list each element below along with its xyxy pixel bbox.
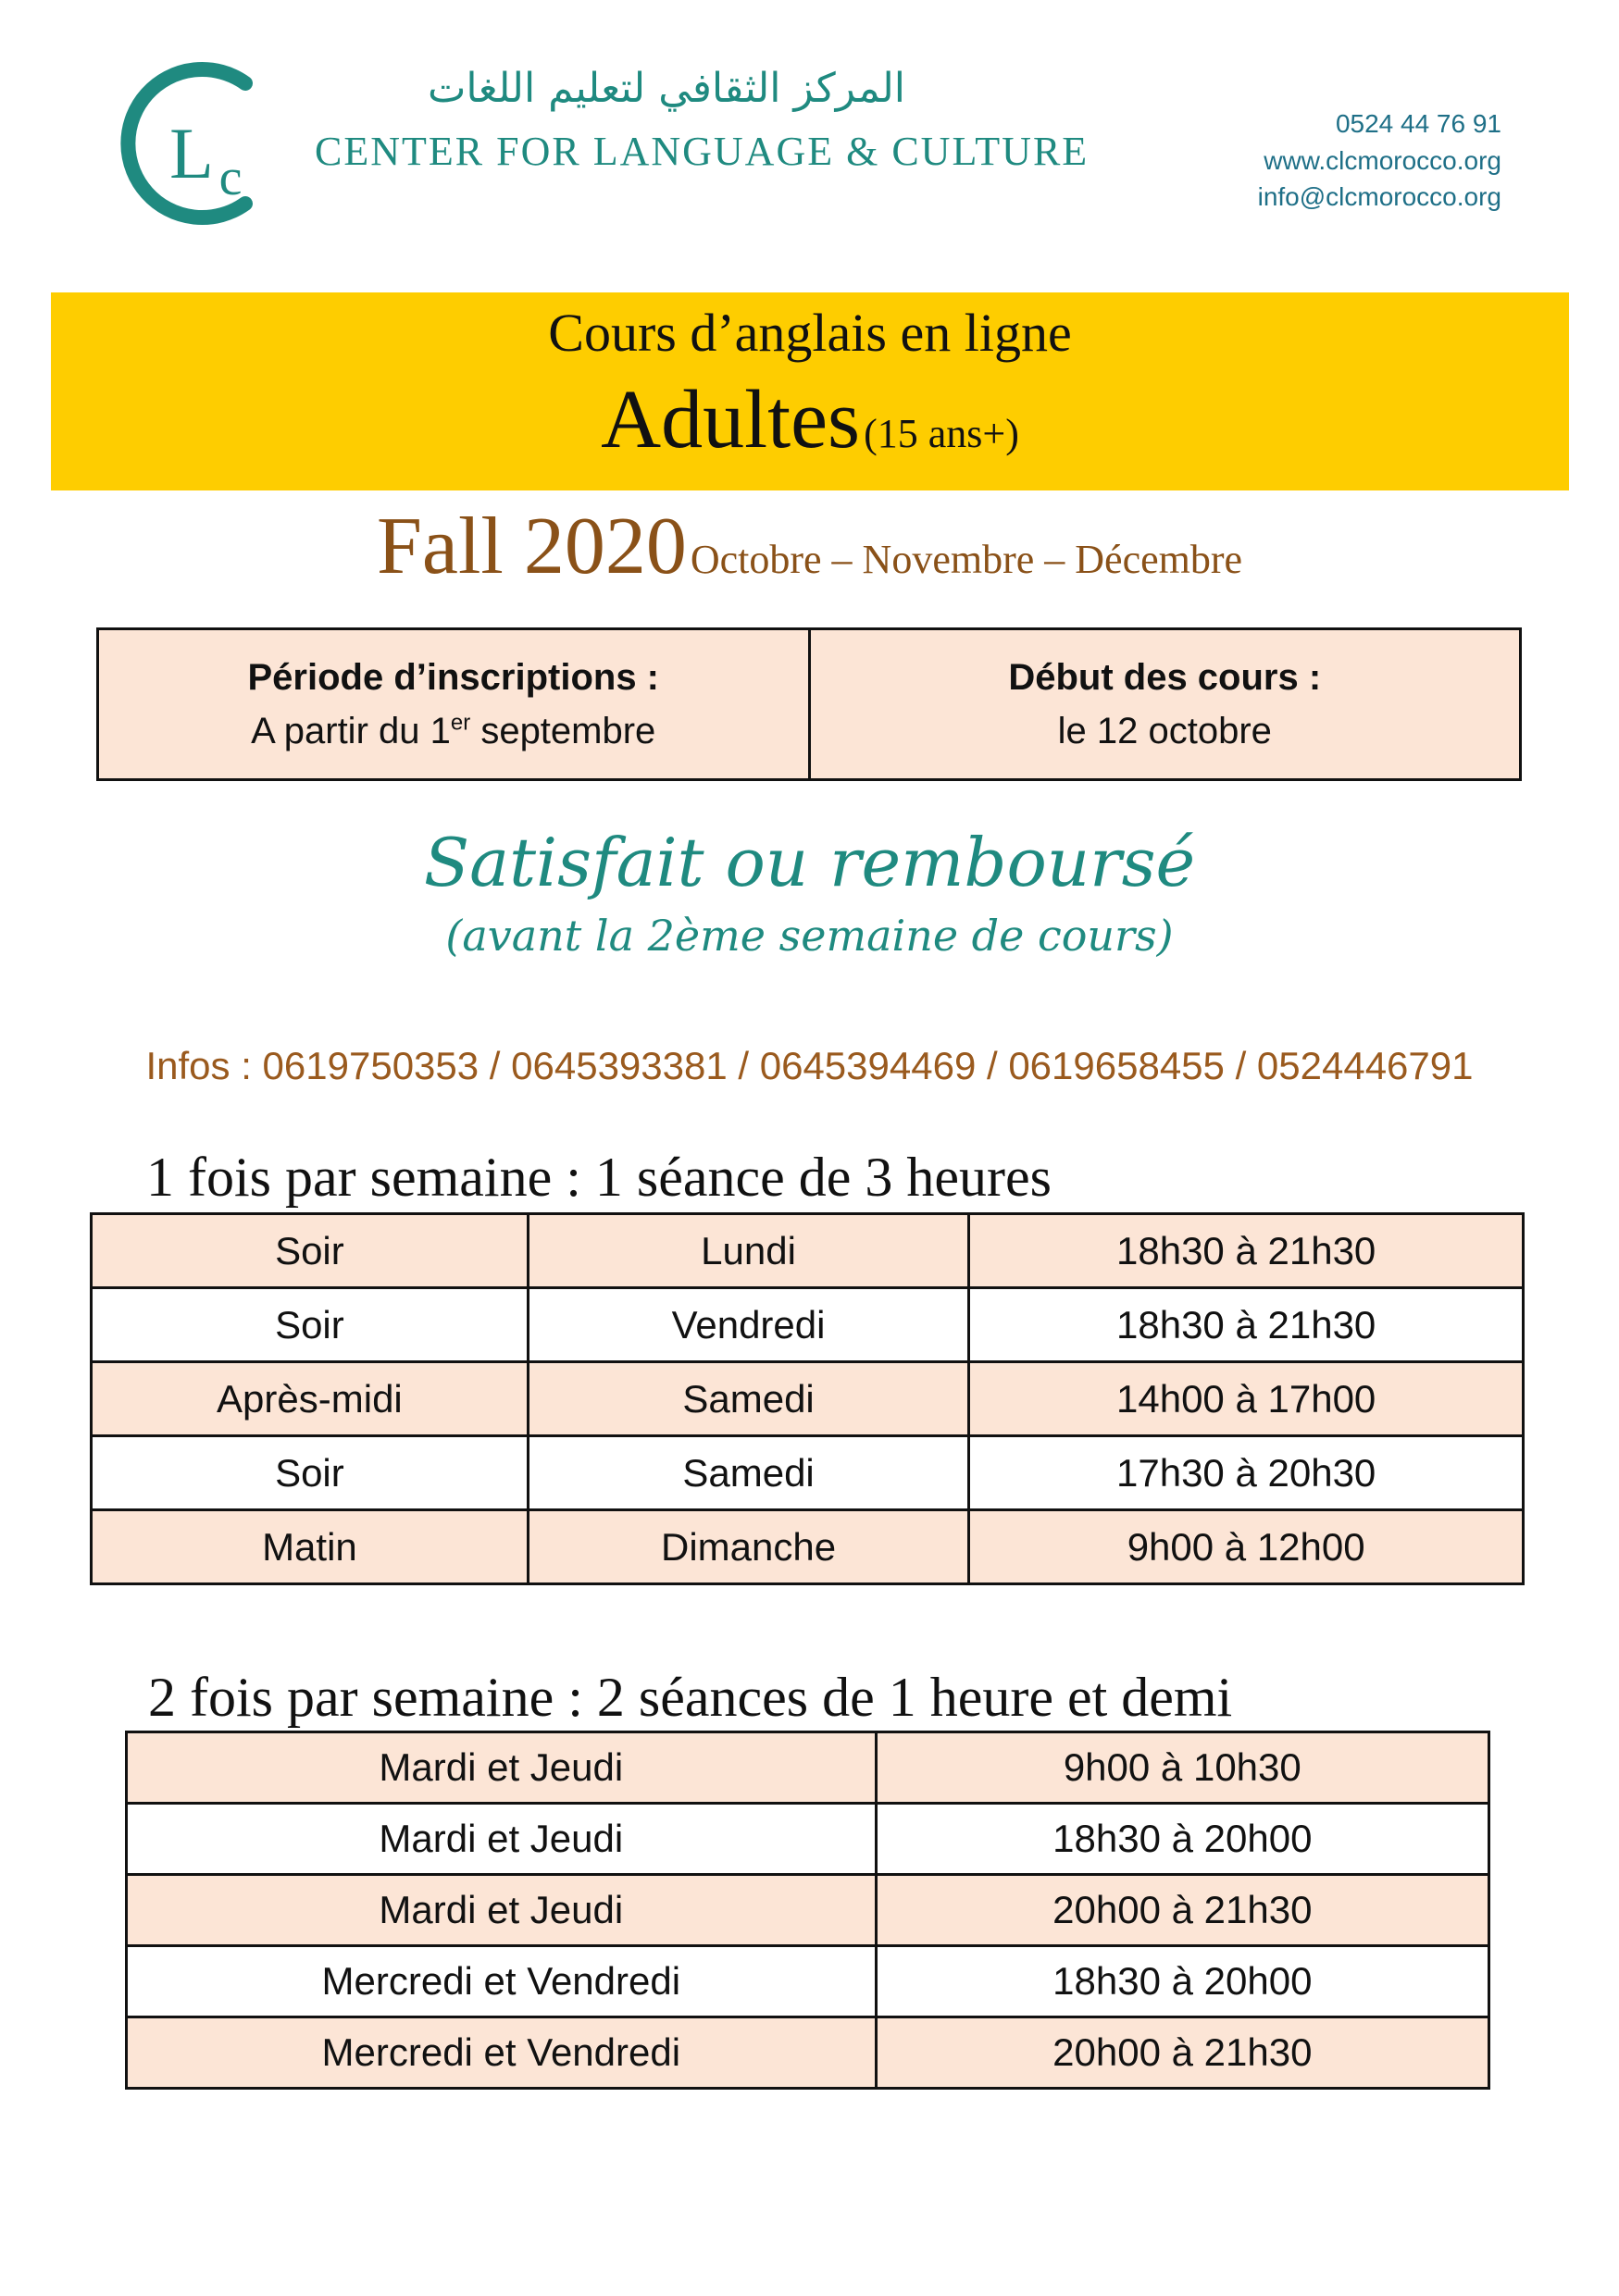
time-cell: 18h30 à 21h30 — [969, 1214, 1524, 1288]
registration-info-table — [96, 627, 1522, 781]
days-cell: Mardi et Jeudi — [127, 1875, 877, 1946]
days-cell: Mardi et Jeudi — [127, 1804, 877, 1875]
guarantee-title: Satisfait ou remboursé — [423, 824, 1196, 901]
contact-phone: 0524 44 76 91 — [1335, 109, 1501, 138]
start-cell — [808, 630, 1520, 778]
day-cell: Dimanche — [528, 1510, 968, 1584]
course-title: Cours d’anglais en ligne — [548, 303, 1072, 363]
table-row — [127, 1875, 1489, 1946]
time-cell: 20h00 à 21h30 — [876, 1875, 1488, 1946]
start-label: Début des cours : — [1008, 657, 1322, 698]
schedule-twice-heading: 2 fois par semaine : 2 séances de 1 heure et demi — [148, 1667, 1233, 1728]
day-cell: Samedi — [528, 1362, 968, 1436]
day-cell: Lundi — [528, 1214, 968, 1288]
start-value: le 12 octobre — [1057, 711, 1272, 751]
days-cell: Mercredi et Vendredi — [127, 2017, 877, 2089]
day-cell: Samedi — [528, 1436, 968, 1510]
table-row — [92, 1510, 1524, 1584]
time-cell: 14h00 à 17h00 — [969, 1362, 1524, 1436]
arabic-org-name: المركز الثقافي لتعليم اللغات — [427, 65, 906, 112]
period-cell: Après-midi — [92, 1362, 529, 1436]
period-cell: Soir — [92, 1288, 529, 1362]
schedule-once-table — [90, 1212, 1525, 1585]
org-name: CENTER FOR LANGUAGE & CULTURE — [315, 129, 1090, 174]
time-cell: 20h00 à 21h30 — [876, 2017, 1488, 2089]
period-cell: Soir — [92, 1214, 529, 1288]
table-row — [92, 1288, 1524, 1362]
schedule-twice-table — [125, 1731, 1490, 2090]
time-cell: 18h30 à 20h00 — [876, 1804, 1488, 1875]
table-row — [92, 1362, 1524, 1436]
guarantee-note: (avant la 2ème semaine de cours) — [445, 911, 1174, 961]
registration-cell — [99, 630, 808, 778]
clc-logo — [106, 56, 278, 227]
schedule-once-heading: 1 fois par semaine : 1 séance de 3 heures — [146, 1147, 1052, 1208]
session-line — [0, 500, 1619, 593]
table-row — [127, 1804, 1489, 1875]
audience-age-note: (15 ans+) — [864, 411, 1019, 456]
session-months: Octobre – Novembre – Décembre — [690, 537, 1243, 582]
session-title: Fall 2020 — [376, 502, 687, 591]
svg-text:L: L — [169, 113, 214, 193]
time-cell: 17h30 à 20h30 — [969, 1436, 1524, 1510]
registration-label: Période d’inscriptions : — [247, 657, 659, 698]
svg-text:c: c — [218, 149, 243, 206]
days-cell: Mardi et Jeudi — [127, 1732, 877, 1804]
registration-value: A partir du 1er septembre — [251, 710, 656, 751]
info-phone-numbers: Infos : 0619750353 / 0645393381 / 0645394469 / 0619658455 / 0524446791 — [145, 1044, 1474, 1087]
table-row — [127, 1732, 1489, 1804]
audience-label: Adultes — [601, 374, 861, 465]
time-cell: 18h30 à 21h30 — [969, 1288, 1524, 1362]
time-cell: 9h00 à 12h00 — [969, 1510, 1524, 1584]
day-cell: Vendredi — [528, 1288, 968, 1362]
period-cell: Matin — [92, 1510, 529, 1584]
table-row — [127, 1946, 1489, 2017]
time-cell: 9h00 à 10h30 — [876, 1732, 1488, 1804]
time-cell: 18h30 à 20h00 — [876, 1946, 1488, 2017]
table-row — [92, 1214, 1524, 1288]
period-cell: Soir — [92, 1436, 529, 1510]
contact-email-link[interactable]: info@clcmorocco.org — [1257, 182, 1501, 211]
course-banner — [51, 292, 1569, 490]
guarantee-block — [0, 824, 1619, 961]
audience-line — [51, 372, 1569, 467]
contact-website-link[interactable]: www.clcmorocco.org — [1264, 146, 1501, 175]
table-row — [127, 2017, 1489, 2089]
table-row — [92, 1436, 1524, 1510]
days-cell: Mercredi et Vendredi — [127, 1946, 877, 2017]
